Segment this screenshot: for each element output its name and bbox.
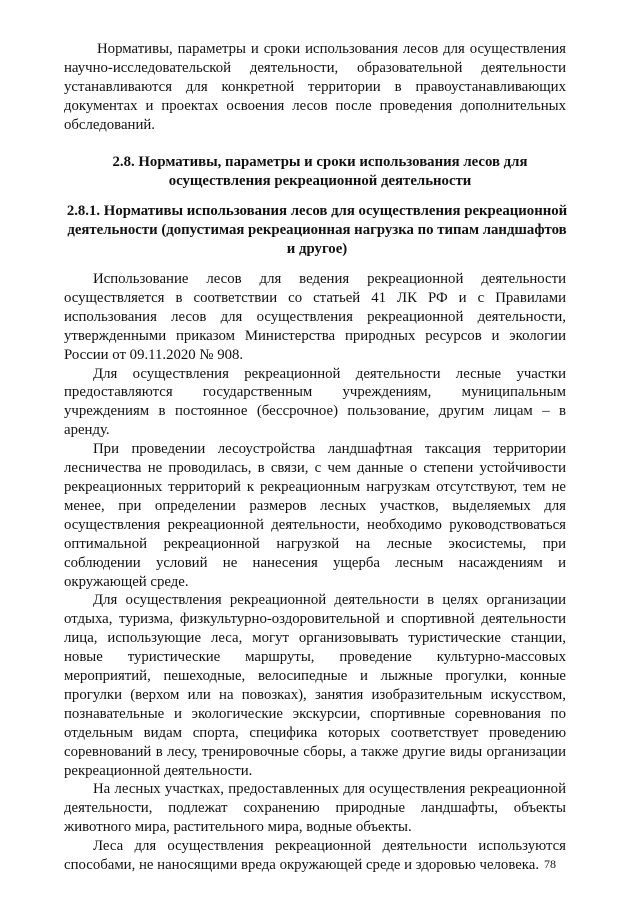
body-paragraph: Использование лесов для ведения рекреационной деятельности осуществляется в соответствии со статьей 41 ЛК РФ и с Правилами использования лесов для осуществления рекреационной деятельности, утвержденными приказом Министерства природных ресурсов и экологии России от 09.11.2020 № 908. xyxy=(64,271,566,363)
intro-section xyxy=(64,40,566,135)
body-paragraph: Леса для осуществления рекреационной деятельности используются способами, не наносящими вреда окружающей среде и здоровью человека. xyxy=(64,838,566,874)
section-heading: 2.8. Нормативы, параметры и сроки использования лесов для осуществления рекреационной деятельности xyxy=(112,154,528,189)
body-paragraph: При проведении лесоустройства ландшафтная таксация территории лесничества не проводилась, в связи, с чем данные о степени устойчивости рекреационных территорий к рекреационным нагрузкам отсутствуют, тем не менее, при определении размеров лесных участков, выделяемых для осуществления рекреационной деятельности, необходимо руководствоваться оптимальной рекреационной нагрузкой на лесные экосистемы, при соблюдении условий не нанесения ущерба лесным насаждениям и окружающей среде. xyxy=(64,441,566,590)
body-text xyxy=(64,270,566,875)
subsection-heading: 2.8.1. Нормативы использования лесов для осуществления рекреационной деятельности (допустимая рекреационная нагрузка по типам ландшафтов и другое) xyxy=(66,203,568,257)
intro-paragraph: Нормативы, параметры и сроки использования лесов для осуществления научно-исследовательской деятельности, образовательной деятельности устанавливаются для конкретной территории в правоустанавливающих документах и проектах освоения лесов после проведения дополнительных обследований. xyxy=(64,41,566,133)
body-paragraph: На лесных участках, предоставленных для осуществления рекреационной деятельности, подлежат сохранению природные ландшафты, объекты животного мира, растительного мира, водные объекты. xyxy=(64,781,566,836)
body-paragraph: Для осуществления рекреационной деятельности в целях организации отдыха, туризма, физкультурно-оздоровительной и спортивной деятельности лица, использующие леса, могут организовывать туристические станции, новые туристические маршруты, проведение культурно-массовых мероприятий, пешеходные, велосипедные и лыжные прогулки, конные прогулки (верхом или на повозках), занятия изобразительным искусством, познавательные и экологические экскурсии, спортивные соревнования по отдельным видам спорта, специфика которых соответствует проведению соревнований в лесу, тренировочные сборы, а также другие виды организации рекреационной деятельности. xyxy=(64,592,566,779)
body-paragraph: Для осуществления рекреационной деятельности лесные участки предоставляются государственным учреждениям, муниципальным учреждениям в постоянное (бессрочное) пользование, другим лицам – в аренду. xyxy=(64,365,566,439)
page-number: 78 xyxy=(544,857,556,871)
